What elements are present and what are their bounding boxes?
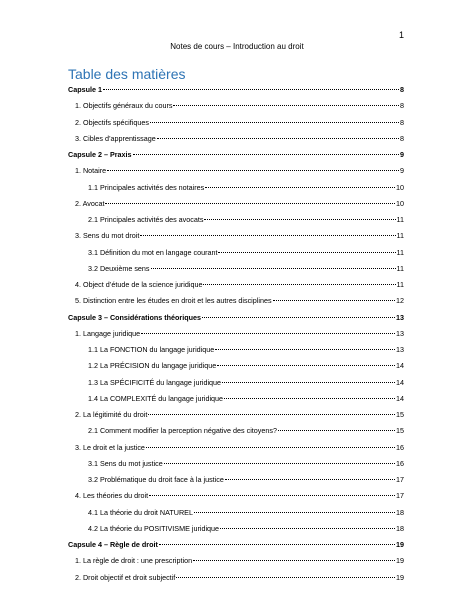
- toc-entry[interactable]: [68, 375, 404, 391]
- toc-page-number: 19: [396, 556, 404, 566]
- toc-entry-text: 1. Langage juridique: [75, 328, 141, 338]
- toc-entry-text: 1.3 La SPÉCIFICITÉ du langage juridique: [88, 377, 222, 387]
- toc-entry[interactable]: [68, 440, 404, 456]
- toc-entry[interactable]: [68, 245, 404, 261]
- toc-page-number: 10: [396, 182, 404, 192]
- dot-leader: [225, 479, 395, 480]
- toc-page-number: 8: [400, 85, 404, 94]
- dot-leader: [193, 560, 395, 561]
- toc-entry-text: Capsule 4 – Règle de droit: [68, 540, 158, 549]
- toc-entry-text: 2. Avocat: [75, 198, 105, 208]
- toc-entry[interactable]: [68, 505, 404, 521]
- toc-entry[interactable]: [68, 488, 404, 504]
- toc-entry-text: 1.2 La PRÉCISION du langage juridique: [88, 361, 217, 371]
- toc-entry-text: Capsule 2 – Praxis: [68, 150, 132, 159]
- toc-entry-text: 3. Cibles d’apprentissage: [75, 133, 156, 143]
- toc-entry[interactable]: [68, 358, 404, 374]
- dot-leader: [278, 430, 395, 431]
- toc-page-number: 13: [396, 345, 404, 354]
- toc-section-entry[interactable]: [68, 537, 404, 553]
- toc-entry[interactable]: [68, 277, 404, 293]
- toc-page-number: 11: [396, 247, 404, 257]
- toc-entry-text: 3.1 Sens du mot justice: [88, 458, 163, 468]
- toc-entry[interactable]: [68, 342, 404, 358]
- toc-entry-text: 4.1 La théorie du droit NATUREL: [88, 507, 193, 517]
- toc-entry[interactable]: [68, 326, 404, 342]
- dot-leader: [204, 219, 395, 220]
- toc-page-number: 13: [396, 312, 404, 322]
- running-header: Notes de cours – Introduction au droit: [170, 42, 304, 51]
- dot-leader: [222, 382, 395, 383]
- dot-leader: [194, 512, 395, 513]
- dot-leader: [150, 122, 399, 123]
- toc-page-number: 8: [400, 133, 404, 143]
- toc-entry[interactable]: [68, 553, 404, 569]
- toc-page-number: 10: [396, 198, 404, 208]
- toc-page-number: 17: [396, 475, 404, 484]
- toc-page-number: 18: [396, 523, 404, 533]
- toc-entry[interactable]: [68, 212, 404, 228]
- toc-page-number: 8: [400, 117, 404, 127]
- toc-page-number: 19: [396, 540, 404, 549]
- toc-entry-text: 2. Objectifs spécifiques: [75, 117, 149, 127]
- toc-page-number: 19: [396, 572, 404, 582]
- toc-entry[interactable]: [68, 261, 404, 277]
- toc-entry-text: 1. Objectifs généraux du cours: [75, 101, 173, 111]
- dot-leader: [141, 333, 395, 334]
- toc-entry-text: 1.1 Principales activités des notaires: [88, 182, 205, 192]
- toc-entry-text: 2. La légitimité du droit: [75, 410, 148, 419]
- toc-entry-text: 4.2 La théorie du POSITIVISME juridique: [88, 523, 220, 533]
- dot-leader: [176, 577, 395, 578]
- toc-page-number: 11: [396, 215, 404, 224]
- toc-entry[interactable]: [68, 407, 404, 423]
- toc-entry[interactable]: [68, 180, 404, 196]
- dot-leader: [149, 495, 395, 496]
- toc-entry-text: 3. Sens du mot droit: [75, 231, 140, 241]
- dot-leader: [107, 170, 399, 171]
- toc-entry-text: Capsule 3 – Considérations théoriques: [68, 312, 202, 322]
- dot-leader: [218, 252, 395, 253]
- toc-page-number: 11: [396, 231, 404, 241]
- dot-leader: [215, 349, 395, 350]
- toc-entry[interactable]: [68, 456, 404, 472]
- toc-entry-text: 1. Notaire: [75, 166, 107, 176]
- toc-entry[interactable]: [68, 98, 404, 114]
- toc-section-entry[interactable]: [68, 82, 404, 98]
- dot-leader: [103, 89, 399, 90]
- dot-leader: [140, 235, 395, 236]
- toc-page-number: 12: [396, 296, 404, 306]
- toc-page-number: 14: [396, 361, 404, 371]
- toc-section-entry[interactable]: [68, 310, 404, 326]
- toc-page-number: 14: [396, 377, 404, 387]
- toc-entry-text: 3.2 Problématique du droit face à la justice: [88, 475, 224, 484]
- toc-entry[interactable]: [68, 228, 404, 244]
- toc-entry[interactable]: [68, 196, 404, 212]
- toc-entry[interactable]: [68, 521, 404, 537]
- toc-entry-text: 3.1 Définition du mot en langage courant: [88, 247, 218, 257]
- toc-page-number: 15: [396, 426, 404, 436]
- dot-leader: [151, 268, 396, 269]
- dot-leader: [105, 203, 395, 204]
- table-of-contents: [68, 82, 404, 586]
- toc-page-number: 14: [396, 393, 404, 403]
- toc-entry-text: 1.1 La FONCTION du langage juridique: [88, 345, 215, 354]
- toc-entry-text: 2. Droit objectif et droit subjectif: [75, 572, 176, 582]
- dot-leader: [220, 528, 395, 529]
- toc-entry[interactable]: [68, 570, 404, 586]
- dot-leader: [217, 365, 395, 366]
- toc-entry[interactable]: [68, 163, 404, 179]
- toc-entry-text: 2.1 Principales activités des avocats: [88, 215, 204, 224]
- dot-leader: [133, 154, 399, 155]
- dot-leader: [148, 414, 395, 415]
- toc-page-number: 13: [396, 328, 404, 338]
- dot-leader: [203, 284, 395, 285]
- dot-leader: [205, 187, 395, 188]
- toc-entry[interactable]: [68, 423, 404, 439]
- toc-page-number: 11: [396, 263, 404, 273]
- toc-page-number: 9: [400, 166, 404, 176]
- toc-entry-text: 5. Distinction entre les études en droit et les autres disciplines: [75, 296, 272, 306]
- toc-entry-text: Capsule 1: [68, 85, 102, 94]
- dot-leader: [164, 463, 395, 464]
- dot-leader: [173, 105, 399, 106]
- toc-page-number: 18: [396, 507, 404, 517]
- toc-page-number: 16: [396, 442, 404, 452]
- toc-entry[interactable]: [68, 293, 404, 309]
- toc-page-number: 15: [396, 410, 404, 419]
- toc-entry-text: 4. Object d’étude de la science juridique: [75, 280, 203, 289]
- dot-leader: [273, 300, 395, 301]
- dot-leader: [202, 317, 395, 318]
- toc-entry-text: 1. La règle de droit : une prescription: [75, 556, 193, 566]
- toc-entry[interactable]: [68, 472, 404, 488]
- toc-entry[interactable]: [68, 115, 404, 131]
- toc-section-entry[interactable]: [68, 147, 404, 163]
- toc-page-number: 16: [396, 458, 404, 468]
- toc-entry-text: 3.2 Deuxième sens: [88, 263, 150, 273]
- toc-page-number: 11: [396, 280, 404, 289]
- toc-page-number: 8: [400, 101, 404, 111]
- toc-entry[interactable]: [68, 131, 404, 147]
- dot-leader: [157, 138, 399, 139]
- toc-entry-text: 4. Les théories du droit: [75, 491, 149, 501]
- dot-leader: [146, 447, 395, 448]
- dot-leader: [224, 398, 395, 399]
- toc-entry-text: 2.1 Comment modifier la perception négative des citoyens?: [88, 426, 277, 436]
- toc-page-number: 9: [400, 150, 404, 159]
- toc-title: Table des matières: [68, 66, 186, 82]
- toc-page-number: 17: [396, 491, 404, 501]
- toc-entry[interactable]: [68, 391, 404, 407]
- toc-entry-text: 1.4 La COMPLEXITÉ du langage juridique: [88, 393, 224, 403]
- page-number: 1: [398, 30, 404, 40]
- toc-entry-text: 3. Le droit et la justice: [75, 442, 145, 452]
- dot-leader: [159, 544, 395, 545]
